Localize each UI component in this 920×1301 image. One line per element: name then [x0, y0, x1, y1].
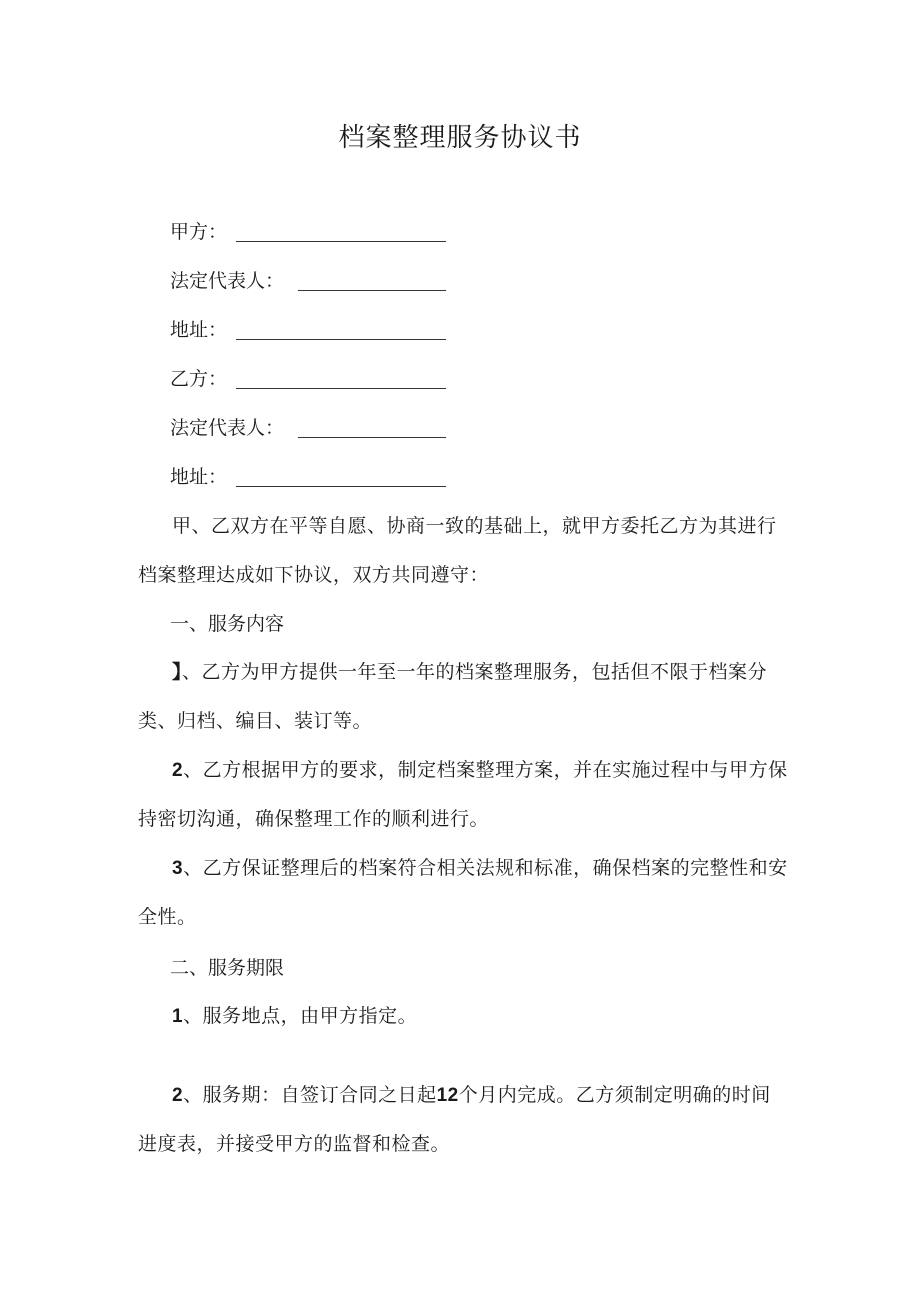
party-a-field	[170, 216, 227, 248]
item-text: 、乙方根据甲方的要求，制定档案整理方案，并在实施过程中与甲方保持密切沟通，确保整理工作的顺利进行。	[138, 759, 788, 830]
party-b-address-field	[170, 461, 227, 493]
duration-value: 12	[436, 1085, 459, 1106]
section-2-heading: 二、服务期限	[170, 957, 285, 979]
party-a-address-blank-line[interactable]	[236, 339, 446, 340]
party-a-label: 甲方：	[170, 221, 228, 243]
section-1-item-3	[138, 844, 788, 942]
party-a-representative-label: 法定代表人：	[170, 270, 285, 292]
item-number: 2	[172, 1085, 184, 1106]
section-1-heading: 一、服务内容	[170, 613, 285, 635]
party-b-address-blank-line[interactable]	[236, 486, 446, 487]
party-b-representative-blank-line[interactable]	[298, 437, 446, 438]
party-b-field	[170, 363, 227, 395]
item-number: 2	[172, 760, 184, 781]
item-number: 3	[172, 858, 184, 879]
intro-paragraph: 甲、乙双方在平等自愿、协商一致的基础上，就甲方委托乙方为其进行档案整理达成如下协议，双方共同遵守：	[138, 515, 777, 586]
party-b-blank-line[interactable]	[236, 388, 446, 389]
item-text: 、乙方为甲方提供一年至一年的档案整理服务，包括但不限于档案分类、归档、编目、装订等。	[138, 661, 768, 732]
item-text: 、乙方保证整理后的档案符合相关法规和标准，确保档案的完整性和安全性。	[138, 857, 788, 928]
item-text: 、服务地点，由甲方指定。	[183, 1005, 418, 1027]
section-2-item-1	[138, 992, 788, 1041]
item-text: 、服务期：自签订合同之日起	[183, 1084, 437, 1106]
party-a-representative-blank-line[interactable]	[298, 290, 446, 291]
document-title: 档案整理服务协议书	[338, 123, 582, 153]
item-text: 个月内完成。乙方须制定明确的时间进度表，并接受甲方的监督和检查。	[138, 1084, 771, 1155]
section-1-item-1	[138, 648, 788, 746]
item-number: 】	[172, 662, 183, 683]
party-b-address-label: 地址：	[170, 466, 228, 488]
section-2-item-2	[138, 1071, 788, 1169]
party-a-blank-line[interactable]	[236, 241, 446, 242]
party-b-representative-label: 法定代表人：	[170, 417, 285, 439]
party-b-representative-field	[170, 412, 284, 444]
party-b-label: 乙方：	[170, 368, 228, 390]
party-a-address-label: 地址：	[170, 319, 228, 341]
item-number: 1	[172, 1006, 184, 1027]
section-1-item-2	[138, 746, 788, 844]
party-a-address-field	[170, 314, 227, 346]
party-a-representative-field	[170, 265, 284, 297]
